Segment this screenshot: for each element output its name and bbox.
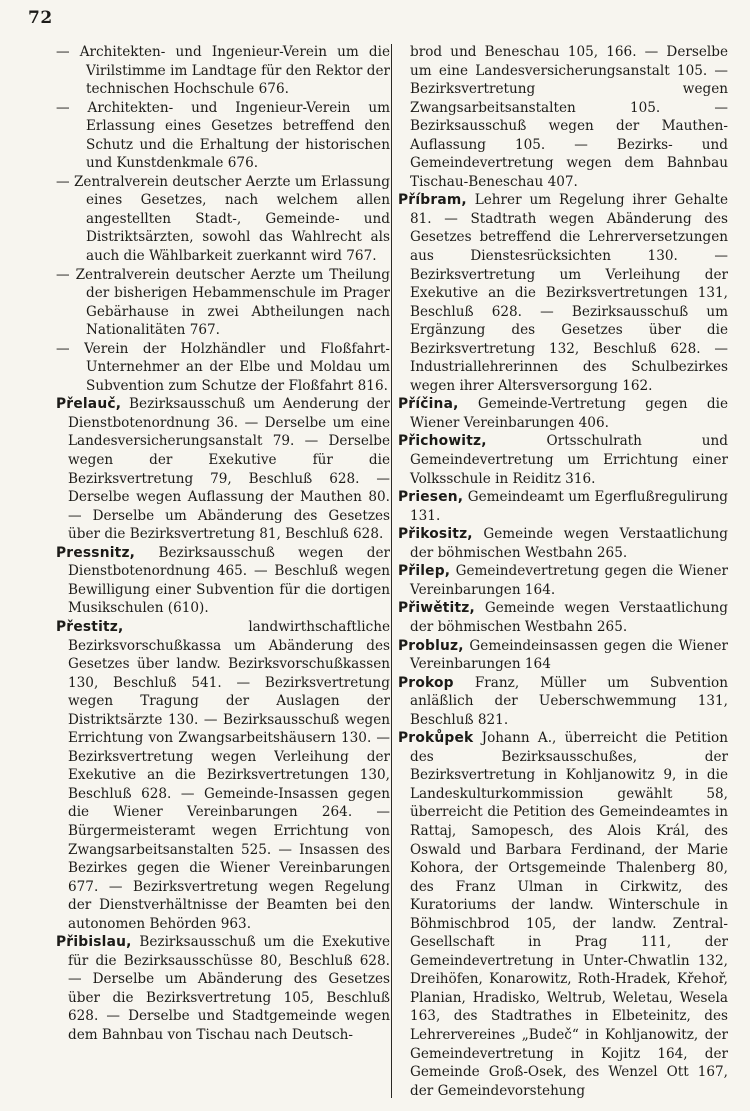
entry-heading: Přestitz, <box>56 618 124 635</box>
right-column <box>398 43 728 1100</box>
entry-text: — Zentralverein deutscher Aerzte um Erlassung eines Gesetzes, nach welchem allen angestellten Stadt-, Gemeinde- und Distriktsärzten, sowohl das Wahlrecht als auch die Wählbarkeit zuerkannt wird 767. <box>56 173 390 265</box>
entry-heading: Prokůpek <box>398 730 474 747</box>
entry-text: Gemeinde wegen Verstaatlichung der böhmischen Westbahn 265. <box>410 526 728 561</box>
entry-text: Lehrer um Regelung ihrer Gehalte 81. — Stadtrath wegen Abänderung des Gesetzes betreffend die Lehrerversetzungen aus Dienstesrücksichten 130. — Bezirksvertretung um Verleihung der Exekutive an die Bezirksvertretungen 131, Beschluß 628. — Bezirksausschuß um Ergänzung des Gesetzes über die Bezirksvertretung 132, Beschluß 628. — Industriallehrerinnen des Schulbezirkes wegen ihrer Altersversorgung 162. <box>410 192 728 394</box>
entry-text: Bezirksausschuß um die Exekutive für die Bezirksausschüsse 80, Beschluß 628. — Derselbe um Abänderung des Gesetzes über die Bezirksvertretung 105, Beschluß 628. — Derselbe und Stadtgemeinde wegen dem Bahnbau von Tischau nach Deutsch- <box>68 934 390 1043</box>
entry-text: Bezirksausschuß wegen der Dienstbotenordnung 465. — Beschluß wegen Bewilligung einer Subvention für die dortigen Musikschulen (610). <box>68 544 390 617</box>
entry-text: — Zentralverein deutscher Aerzte um Theilung der bisherigen Hebammenschule im Prager Gebärhause in zwei Abtheilungen nach Nationalitäten 767. <box>56 266 390 339</box>
entry-text: Gemeindeamt um Egerflußregulirung 131. <box>410 489 728 524</box>
entry-text: — Architekten- und Ingenieur-Verein um Erlassung eines Gesetzes betreffend den Schutz und die Erhaltung der historischen und Kunstdenkmale 676. <box>56 99 390 172</box>
index-entry <box>398 562 728 599</box>
index-entry <box>398 729 728 1100</box>
index-entry <box>398 525 728 562</box>
entry-heading: Prokop <box>398 674 454 691</box>
index-entry <box>398 488 728 525</box>
index-entry <box>398 395 728 432</box>
entry-text: Franz, Müller um Subvention anläßlich der Ueberschwemmung 131, Beschluß 821. <box>410 674 728 728</box>
index-entry <box>56 340 390 396</box>
entry-heading: Přibislau, <box>56 934 132 951</box>
page-number: 72 <box>28 8 53 28</box>
index-entry <box>56 99 390 173</box>
entry-text: Gemeindeinsassen gegen die Wiener Vereinbarungen 164 <box>410 637 728 673</box>
entry-text: Johann A., überreicht die Petition des Bezirksausschußes, der Bezirksvertretung in Kohljanowitz 9, in die Landeskulturkommission gewählt 58, überreicht die Petition des Gemeindeamtes in Rattaj, Samopesch, des Alois Král, des Oswald und Barbara Ferdinand, der Marie Kohora, der Ortsgemeinde Thalenberg 80, des Franz Ulman in Cirkwitz, des Kuratoriums der landw. Winterschule in Böhmischbrod 105, der landw. Zentral-Gesellschaft in Prag 111, der Gemeindevertretung in Unter-Chwatlin 132, Dreihöfen, Konarowitz, Roth-Hradek, Křehoř, Planian, Hradisko, Weltrub, Weletau, Wesela 163, des Stadtrathes in Elbeteinitz, des Lehrervereines „Budeč“ in Kohljanowitz, der Gemeindevertretung in Kojitz 164, der Gemeinde Groß-Osek, des Wenzel Ott 167, der Gemeindevorstehung <box>410 730 728 1099</box>
entry-heading: Priesen, <box>398 489 464 506</box>
index-entry <box>398 674 728 730</box>
index-entry <box>56 618 390 933</box>
entry-text: Gemeinde-Vertretung gegen die Wiener Vereinbarungen 406. <box>410 396 728 431</box>
index-entry <box>56 933 390 1044</box>
entry-text: landwirthschaftliche Bezirksvorschußkassa um Abänderung des Gesetzes über landw. Bezirksvorschußkassen 130, Beschluß 541. — Bezirksvertretung wegen Tragung der Auslagen der Distriktsärzte 130. — Bezirksausschuß wegen Errichtung von Zwangsarbeitshäusern 130. — Bezirksvertretung wegen Verleihung der Exekutive an die Bezirksvertretungen 130, Beschluß 628. — Gemeinde-Insassen gegen die Wiener Vereinbarungen 264. — Bürgermeisteramt wegen Errichtung von Zwangsarbeitsanstalten 525. — Insassen des Bezirkes gegen die Wiener Vereinbarungen 677. — Bezirksvertretung wegen Regelung der Dienstverhältnisse der Beamten bei den autonomen Behörden 963. <box>68 618 390 932</box>
index-entry <box>56 173 390 266</box>
index-entry <box>56 43 390 99</box>
entry-heading: Pressnitz, <box>56 544 136 561</box>
index-entry <box>56 266 390 340</box>
index-entry <box>398 637 728 674</box>
entry-heading: Přilep, <box>398 563 451 580</box>
entry-text: Gemeindevertretung gegen die Wiener Vereinbarungen 164. <box>410 563 728 598</box>
index-entry <box>398 432 728 488</box>
entry-heading: Příčina, <box>398 396 459 413</box>
entry-text: Gemeinde wegen Verstaatlichung der böhmischen Westbahn 265. <box>410 600 728 635</box>
entry-text: — Verein der Holzhändler und Floßfahrt-Unternehmer an der Elbe und Moldau um Subvention zum Schutze der Floßfahrt 816. <box>56 340 390 394</box>
column-divider <box>391 44 392 1098</box>
index-entry <box>398 43 728 191</box>
entry-heading: Přikositz, <box>398 526 473 543</box>
entry-heading: Probluz, <box>398 637 464 654</box>
entry-heading: Přelauč, <box>56 396 122 413</box>
entry-heading: Přichowitz, <box>398 433 487 450</box>
index-entry <box>398 191 728 395</box>
entry-heading: Příbram, <box>398 192 467 209</box>
index-entry <box>56 544 390 618</box>
entry-text: brod und Beneschau 105, 166. — Derselbe um eine Landesversicherungsanstalt 105. — Bezirksvertretung wegen Zwangsarbeitsanstalten 105. — Bezirksausschuß wegen der Mauthen-Auflassung 105. — Bezirks- und Gemeindevertretung wegen dem Bahnbau Tischau-Beneschau 407. <box>410 44 728 190</box>
entry-text: — Architekten- und Ingenieur-Verein um die Virilstimme im Landtage für den Rektor der technischen Hochschule 676. <box>56 44 390 98</box>
index-entry <box>398 599 728 636</box>
index-entry <box>56 395 390 543</box>
entry-heading: Přiwětitz, <box>398 600 475 617</box>
entry-text: Bezirksausschuß um Aenderung der Dienstbotenordnung 36. — Derselbe um eine Landesversicherungsanstalt 79. — Derselbe wegen der Exekutive für die Bezirksvertretung 79, Beschluß 628. — Derselbe wegen Auflassung der Mauthen 80. — Derselbe um Abänderung des Gesetzes über die Bezirksvertretung 81, Beschluß 628. <box>68 396 390 543</box>
left-column <box>56 43 390 1045</box>
entry-text: Ortsschulrath und Gemeindevertretung um Errichtung einer Volksschule in Reiditz 316. <box>410 433 728 487</box>
